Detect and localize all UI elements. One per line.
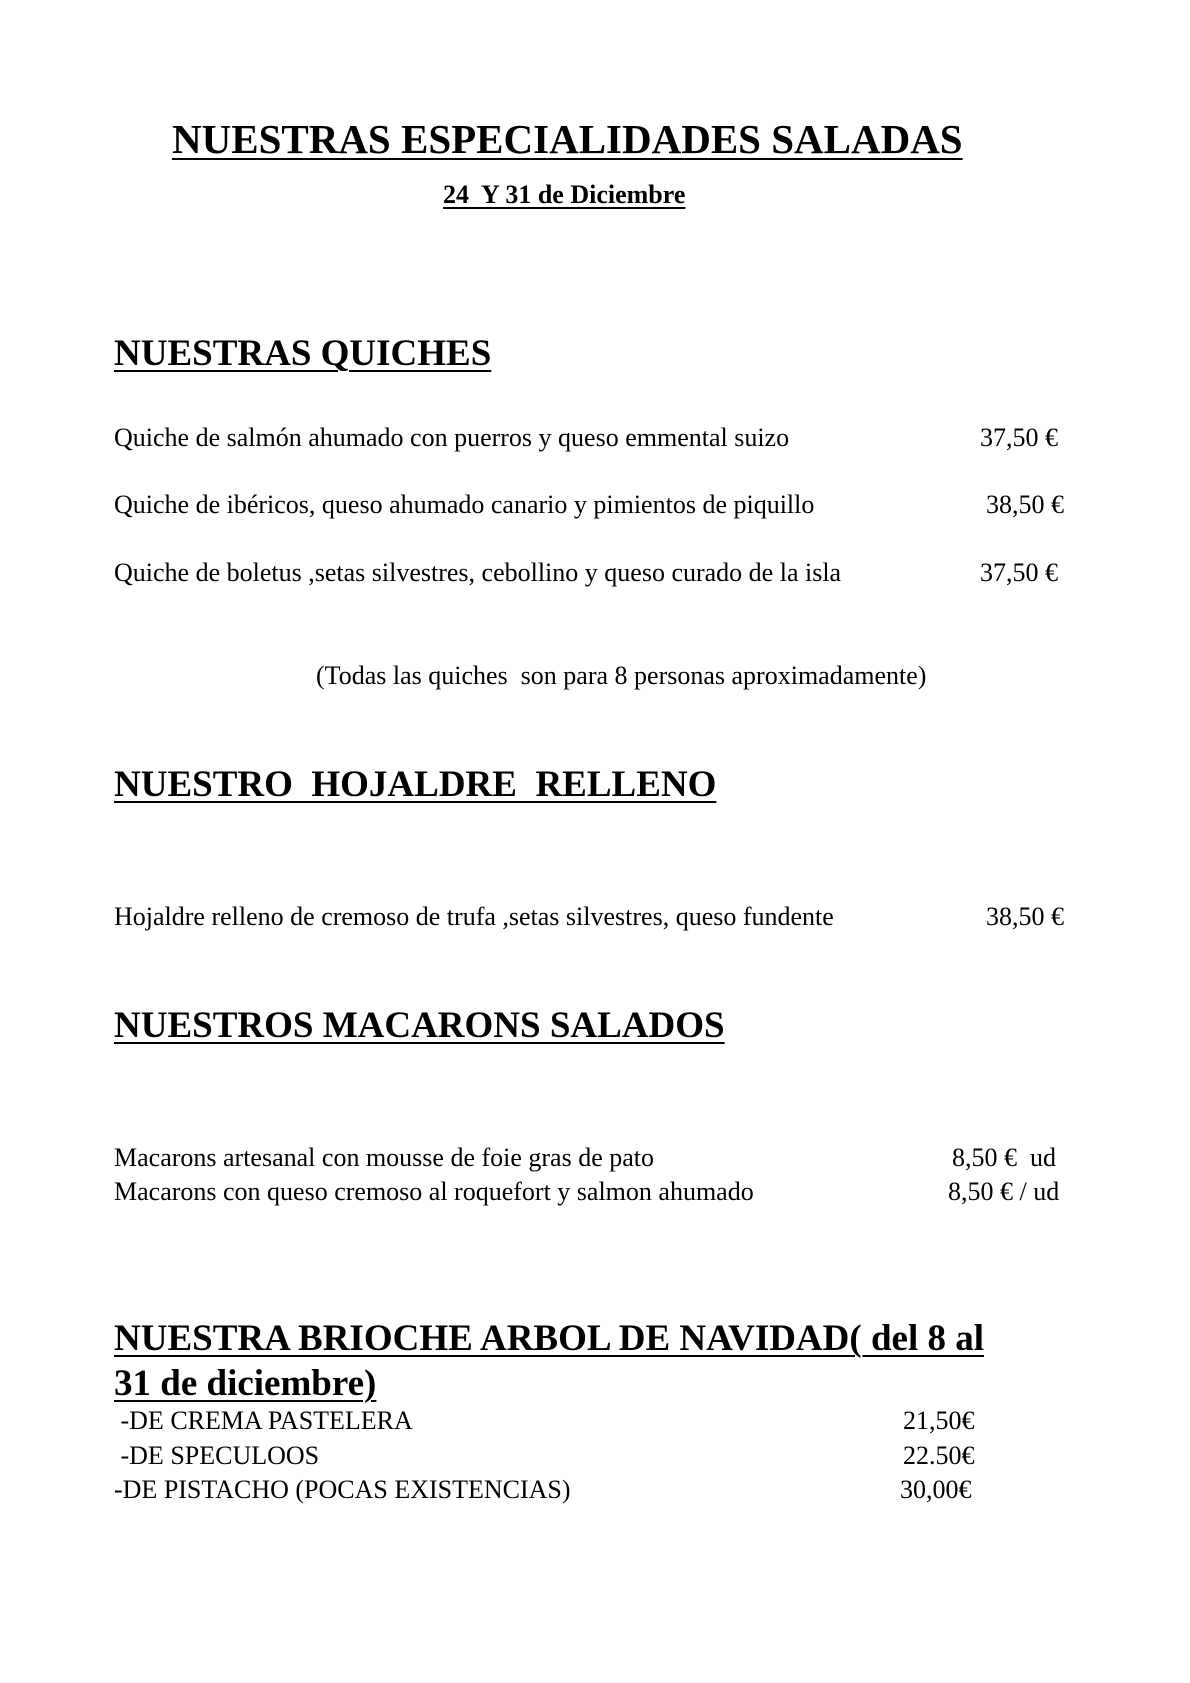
brioche-item-name: -DE CREMA PASTELERA: [114, 1406, 413, 1435]
macarons-item-name: Macarons artesanal con mousse de foie gras de pato: [114, 1143, 655, 1172]
brioche-item-name: -DE PISTACHO (POCAS EXISTENCIAS): [114, 1475, 571, 1504]
brioche-heading-continued: 31 de diciembre): [114, 1363, 377, 1404]
brioche-item-name: -DE SPECULOOS: [114, 1441, 320, 1470]
brioche-item-price: 22.50€: [903, 1441, 975, 1470]
hojaldre-item-price: 38,50 €: [986, 902, 1064, 931]
page-subtitle-dates: 24 Y 31 de Diciembre: [443, 180, 686, 209]
quiches-heading: NUESTRAS QUICHES: [114, 333, 492, 374]
hojaldre-item-name: Hojaldre relleno de cremoso de trufa ,setas silvestres, queso fundente: [114, 902, 834, 931]
quiche-item-price: 38,50 €: [986, 490, 1064, 519]
quiches-servings-note: (Todas las quiches son para 8 personas aproximadamente): [316, 661, 927, 690]
quiche-item-name: Quiche de ibéricos, queso ahumado canario y pimientos de piquillo: [114, 490, 815, 519]
macarons-item-name: Macarons con queso cremoso al roquefort y salmon ahumado: [114, 1177, 754, 1206]
quiche-item-price: 37,50 €: [980, 423, 1058, 452]
macarons-item-price: 8,50 € / ud: [948, 1177, 1060, 1206]
quiche-item-name: Quiche de salmón ahumado con puerros y queso emmental suizo: [114, 423, 790, 452]
brioche-item-price: 21,50€: [903, 1406, 975, 1435]
page-title: NUESTRAS ESPECIALIDADES SALADAS: [172, 116, 963, 162]
hojaldre-heading: NUESTRO HOJALDRE RELLENO: [114, 764, 717, 805]
brioche-heading: NUESTRA BRIOCHE ARBOL DE NAVIDAD( del 8 al: [114, 1318, 985, 1359]
quiche-item-price: 37,50 €: [980, 558, 1058, 587]
macarons-item-price: 8,50 € ud: [952, 1143, 1056, 1172]
quiche-item-name: Quiche de boletus ,setas silvestres, cebollino y queso curado de la isla: [114, 558, 842, 587]
brioche-item-price: 30,00€: [900, 1475, 972, 1504]
macarons-heading: NUESTROS MACARONS SALADOS: [114, 1005, 725, 1046]
